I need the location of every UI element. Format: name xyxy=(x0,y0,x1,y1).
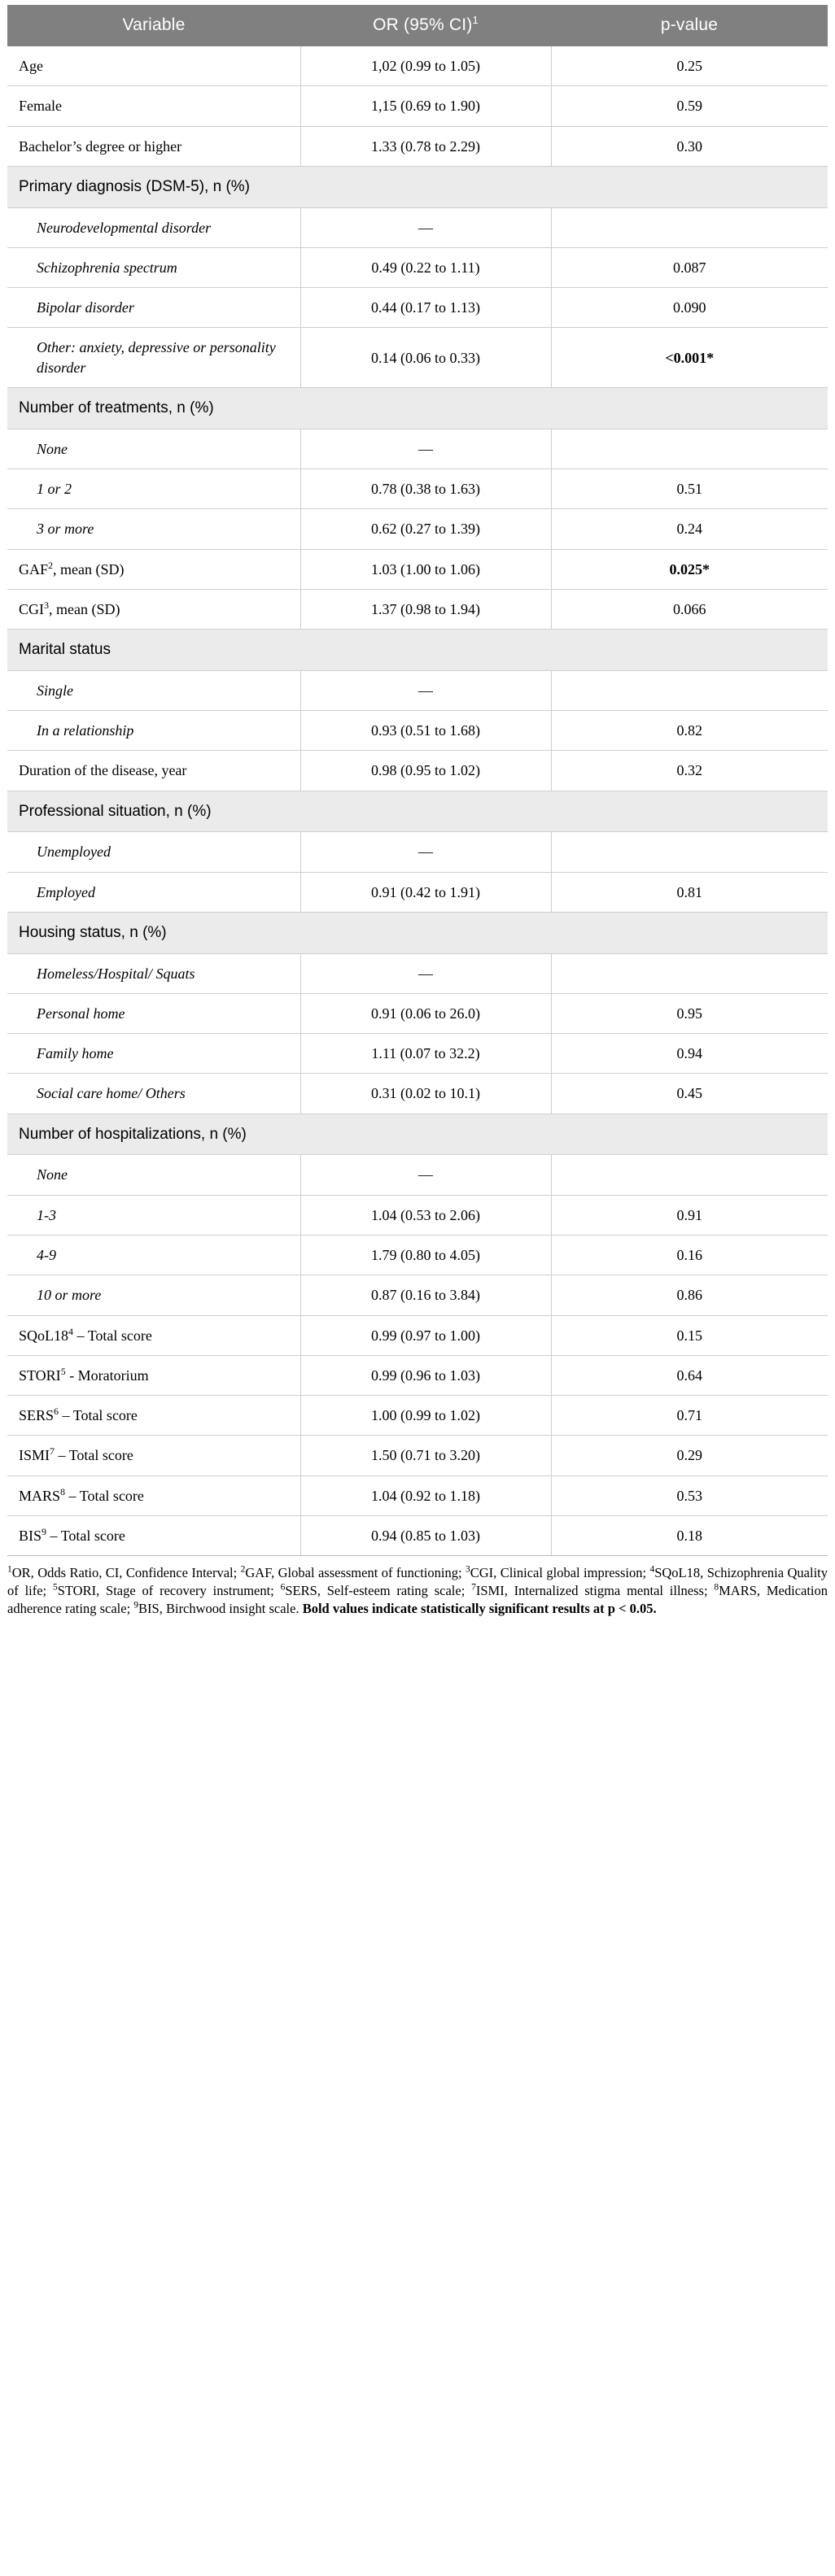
row-variable-label xyxy=(7,1074,300,1114)
row-variable-text: Homeless/Hospital/ Squats xyxy=(37,965,195,982)
row-p-value: 0.71 xyxy=(551,1396,828,1436)
row-odds-ratio: 0.78 (0.38 to 1.63) xyxy=(300,469,551,508)
row-variable-superscript: 5 xyxy=(60,1365,66,1377)
row-odds-ratio: 1.03 (1.00 to 1.06) xyxy=(300,549,551,589)
row-variable-text: Schizophrenia spectrum xyxy=(37,259,177,276)
table-section-row xyxy=(7,166,828,207)
table-section-label: Professional situation, n (%) xyxy=(7,791,828,832)
row-variable-text: Duration of the disease, year xyxy=(19,762,187,779)
row-variable-text: Bipolar disorder xyxy=(37,299,134,316)
row-p-value xyxy=(551,207,828,247)
row-variable-text: In a relationship xyxy=(37,722,134,739)
column-header-pvalue-label: p-value xyxy=(660,15,719,34)
table-row xyxy=(7,751,828,791)
table-section-label: Number of treatments, n (%) xyxy=(7,388,828,429)
row-variable-text: SQoL18 xyxy=(19,1327,69,1344)
row-p-value: 0.25 xyxy=(551,46,828,86)
row-variable-text: 1-3 xyxy=(37,1206,56,1223)
row-variable-label xyxy=(7,207,300,247)
table-row xyxy=(7,1195,828,1235)
row-p-value: 0.81 xyxy=(551,872,828,912)
table-row xyxy=(7,288,828,328)
table-row xyxy=(7,1074,828,1114)
row-variable-text: STORI xyxy=(19,1366,61,1384)
row-p-value: <0.001* xyxy=(551,328,828,388)
row-odds-ratio: 0.62 (0.27 to 1.39) xyxy=(300,509,551,549)
row-variable-text: Female xyxy=(19,98,62,115)
row-variable-label xyxy=(7,953,300,993)
row-variable-text: 4-9 xyxy=(37,1246,56,1263)
row-odds-ratio: 1,02 (0.99 to 1.05) xyxy=(300,46,551,86)
row-odds-ratio: 0.91 (0.42 to 1.91) xyxy=(300,872,551,912)
row-variable-text: Bachelor’s degree or higher xyxy=(19,137,182,155)
row-variable-text: Single xyxy=(37,682,73,699)
row-odds-ratio: 0.31 (0.02 to 10.1) xyxy=(300,1074,551,1114)
row-variable-label xyxy=(7,1436,300,1475)
row-odds-ratio: 0.49 (0.22 to 1.11) xyxy=(300,247,551,287)
row-variable-label xyxy=(7,1355,300,1395)
results-table xyxy=(7,5,828,1556)
row-variable-label xyxy=(7,832,300,872)
row-variable-text: SERS xyxy=(19,1407,55,1424)
row-odds-ratio: 0.91 (0.06 to 26.0) xyxy=(300,993,551,1033)
row-odds-ratio: 1,15 (0.69 to 1.90) xyxy=(300,86,551,126)
row-variable-superscript: 8 xyxy=(60,1485,66,1497)
table-section-row xyxy=(7,1114,828,1155)
row-variable-text: Personal home xyxy=(37,1005,125,1022)
footnote-marker: 4 xyxy=(649,1564,655,1575)
row-p-value: 0.82 xyxy=(551,711,828,751)
row-p-value: 0.45 xyxy=(551,1074,828,1114)
footnote-marker: 1 xyxy=(7,1564,12,1575)
row-variable-label xyxy=(7,1275,300,1315)
row-variable-label xyxy=(7,1235,300,1275)
table-row xyxy=(7,1355,828,1395)
row-odds-ratio: 0.87 (0.16 to 3.84) xyxy=(300,1275,551,1315)
table-row xyxy=(7,46,828,86)
row-odds-ratio: 0.44 (0.17 to 1.13) xyxy=(300,288,551,328)
row-variable-text: Unemployed xyxy=(37,843,111,861)
row-p-value: 0.94 xyxy=(551,1034,828,1074)
table-row xyxy=(7,1315,828,1355)
footnote-text: BIS, Birchwood insight scale. xyxy=(138,1600,303,1616)
row-odds-ratio: 1.79 (0.80 to 4.05) xyxy=(300,1235,551,1275)
row-variable-text: Employed xyxy=(37,883,95,900)
footnote-marker: 7 xyxy=(471,1582,476,1593)
row-p-value: 0.29 xyxy=(551,1436,828,1475)
footnote-text: MARS, Medication adherence rating scale; xyxy=(7,1583,828,1616)
footnote-text: OR, Odds Ratio, CI, Confidence Interval; xyxy=(11,1565,241,1581)
table-header-row xyxy=(7,5,828,46)
row-variable-text: Social care home/ Others xyxy=(37,1085,186,1102)
footnote-marker: 9 xyxy=(133,1600,139,1611)
row-variable-label xyxy=(7,751,300,791)
footnote-text: SERS, Self-esteem rating scale; xyxy=(285,1583,472,1599)
table-row xyxy=(7,469,828,508)
row-variable-superscript: 3 xyxy=(44,599,49,611)
row-variable-label xyxy=(7,86,300,126)
footnote-text: STORI, Stage of recovery instrument; xyxy=(57,1583,281,1599)
table-row xyxy=(7,429,828,469)
row-variable-text: Other: anxiety, depressive or personality disorder xyxy=(37,339,276,376)
row-variable-label xyxy=(7,328,300,388)
row-variable-label xyxy=(7,711,300,751)
row-variable-label xyxy=(7,429,300,469)
table-row xyxy=(7,670,828,710)
row-variable-tail: – Total score xyxy=(59,1407,138,1424)
row-p-value: 0.91 xyxy=(551,1195,828,1235)
row-variable-text: 3 or more xyxy=(37,521,94,538)
footnote-marker: 3 xyxy=(465,1564,470,1575)
table-header xyxy=(7,5,828,46)
table-footnote xyxy=(7,1564,828,1617)
table-row xyxy=(7,1475,828,1515)
row-p-value: 0.025* xyxy=(551,549,828,589)
row-odds-ratio: 1.04 (0.53 to 2.06) xyxy=(300,1195,551,1235)
row-odds-ratio: — xyxy=(300,953,551,993)
row-odds-ratio: 0.93 (0.51 to 1.68) xyxy=(300,711,551,751)
row-odds-ratio: 0.14 (0.06 to 0.33) xyxy=(300,328,551,388)
row-p-value xyxy=(551,953,828,993)
footnote-text: CGI, Clinical global impression; xyxy=(470,1565,650,1581)
row-variable-label xyxy=(7,1315,300,1355)
row-variable-label xyxy=(7,993,300,1033)
row-p-value xyxy=(551,429,828,469)
table-row xyxy=(7,1396,828,1436)
row-odds-ratio: 1.50 (0.71 to 3.20) xyxy=(300,1436,551,1475)
table-section-row xyxy=(7,388,828,429)
row-p-value: 0.51 xyxy=(551,469,828,508)
row-variable-text: ISMI xyxy=(19,1447,50,1464)
table-section-label: Primary diagnosis (DSM-5), n (%) xyxy=(7,166,828,207)
row-odds-ratio: 0.99 (0.96 to 1.03) xyxy=(300,1355,551,1395)
footnote-text: ISMI, Internalized stigma mental illness; xyxy=(475,1583,715,1599)
row-variable-text: CGI xyxy=(19,600,44,617)
table-row xyxy=(7,328,828,388)
table-row xyxy=(7,207,828,247)
table-row xyxy=(7,589,828,629)
row-p-value: 0.86 xyxy=(551,1275,828,1315)
row-variable-tail: – Total score xyxy=(65,1487,144,1504)
row-variable-tail: - Moratorium xyxy=(65,1366,149,1384)
row-p-value xyxy=(551,832,828,872)
row-odds-ratio: — xyxy=(300,207,551,247)
row-variable-label xyxy=(7,509,300,549)
row-variable-label xyxy=(7,1516,300,1556)
row-variable-text: GAF xyxy=(19,560,49,578)
footnote-marker: 2 xyxy=(240,1564,246,1575)
table-row xyxy=(7,711,828,751)
footnote-marker: 6 xyxy=(280,1582,286,1593)
row-variable-text: 10 or more xyxy=(37,1287,102,1304)
column-header-or-label: OR (95% CI) xyxy=(373,15,473,34)
row-p-value xyxy=(551,1155,828,1195)
footnote-bold-note: Bold values indicate statistically significant results at p < 0.05. xyxy=(302,1600,657,1616)
row-odds-ratio: 0.99 (0.97 to 1.00) xyxy=(300,1315,551,1355)
column-header-variable xyxy=(7,5,300,46)
row-p-value: 0.30 xyxy=(551,126,828,166)
table-row xyxy=(7,832,828,872)
table-row xyxy=(7,1034,828,1074)
row-odds-ratio: — xyxy=(300,429,551,469)
table-section-label: Marital status xyxy=(7,630,828,671)
row-variable-label xyxy=(7,1396,300,1436)
table-row xyxy=(7,1235,828,1275)
row-variable-tail: – Total score xyxy=(46,1528,125,1545)
row-variable-tail: – Total score xyxy=(55,1447,133,1464)
table-row xyxy=(7,993,828,1033)
row-variable-label xyxy=(7,872,300,912)
footnote-marker: 8 xyxy=(714,1582,719,1593)
column-header-or-sup: 1 xyxy=(472,14,479,26)
row-variable-text: None xyxy=(37,440,68,457)
row-variable-text: Family home xyxy=(37,1045,114,1062)
row-p-value: 0.59 xyxy=(551,86,828,126)
row-variable-text: Age xyxy=(19,58,43,74)
row-odds-ratio: 1.33 (0.78 to 2.29) xyxy=(300,126,551,166)
row-p-value: 0.18 xyxy=(551,1516,828,1556)
table-section-row xyxy=(7,630,828,671)
table-row xyxy=(7,509,828,549)
row-variable-text: Neurodevelopmental disorder xyxy=(37,219,212,236)
column-header-or xyxy=(300,5,551,46)
footnote-marker: 5 xyxy=(52,1582,58,1593)
row-variable-superscript: 7 xyxy=(50,1445,55,1458)
row-odds-ratio: — xyxy=(300,1155,551,1195)
table-row xyxy=(7,1436,828,1475)
row-odds-ratio: 1.00 (0.99 to 1.02) xyxy=(300,1396,551,1436)
row-p-value: 0.24 xyxy=(551,509,828,549)
row-variable-label xyxy=(7,549,300,589)
row-variable-label xyxy=(7,247,300,287)
row-variable-label xyxy=(7,126,300,166)
row-odds-ratio: — xyxy=(300,670,551,710)
row-variable-text: MARS xyxy=(19,1487,61,1504)
row-variable-label xyxy=(7,1034,300,1074)
row-p-value: 0.087 xyxy=(551,247,828,287)
row-variable-tail: – Total score xyxy=(73,1327,152,1344)
row-p-value: 0.15 xyxy=(551,1315,828,1355)
row-odds-ratio: 1.04 (0.92 to 1.18) xyxy=(300,1475,551,1515)
table-row xyxy=(7,953,828,993)
table-row xyxy=(7,86,828,126)
row-variable-superscript: 4 xyxy=(68,1325,74,1337)
row-variable-label xyxy=(7,670,300,710)
row-variable-label xyxy=(7,1155,300,1195)
row-p-value: 0.090 xyxy=(551,288,828,328)
table-row xyxy=(7,1155,828,1195)
column-header-pvalue xyxy=(551,5,828,46)
table-section-label: Number of hospitalizations, n (%) xyxy=(7,1114,828,1155)
table-row xyxy=(7,126,828,166)
row-odds-ratio: — xyxy=(300,832,551,872)
table-row xyxy=(7,872,828,912)
row-variable-label xyxy=(7,1475,300,1515)
row-variable-tail: , mean (SD) xyxy=(53,560,125,578)
table-row xyxy=(7,247,828,287)
row-variable-superscript: 2 xyxy=(48,559,54,571)
row-variable-superscript: 6 xyxy=(54,1406,59,1418)
row-variable-label xyxy=(7,46,300,86)
row-variable-tail: , mean (SD) xyxy=(49,600,120,617)
row-variable-label xyxy=(7,589,300,629)
row-variable-text: None xyxy=(37,1166,68,1183)
table-row xyxy=(7,1275,828,1315)
row-odds-ratio: 0.98 (0.95 to 1.02) xyxy=(300,751,551,791)
footnote-text: SQoL18, Schizophrenia Quality of life; xyxy=(7,1565,828,1599)
row-p-value: 0.16 xyxy=(551,1235,828,1275)
table-body xyxy=(7,46,828,1556)
row-variable-text: 1 or 2 xyxy=(37,480,72,497)
table-section-label: Housing status, n (%) xyxy=(7,912,828,953)
row-p-value: 0.066 xyxy=(551,589,828,629)
column-header-variable-label: Variable xyxy=(122,15,186,34)
row-p-value: 0.95 xyxy=(551,993,828,1033)
document-page xyxy=(0,5,835,1618)
row-p-value: 0.32 xyxy=(551,751,828,791)
row-p-value: 0.64 xyxy=(551,1355,828,1395)
row-variable-label xyxy=(7,1195,300,1235)
footnote-text: GAF, Global assessment of functioning; xyxy=(245,1565,466,1581)
table-row xyxy=(7,549,828,589)
row-p-value: 0.53 xyxy=(551,1475,828,1515)
row-odds-ratio: 1.11 (0.07 to 32.2) xyxy=(300,1034,551,1074)
row-p-value xyxy=(551,670,828,710)
table-row xyxy=(7,1516,828,1556)
row-odds-ratio: 1.37 (0.98 to 1.94) xyxy=(300,589,551,629)
row-variable-superscript: 9 xyxy=(42,1526,47,1538)
row-variable-label xyxy=(7,469,300,508)
row-odds-ratio: 0.94 (0.85 to 1.03) xyxy=(300,1516,551,1556)
table-section-row xyxy=(7,912,828,953)
row-variable-text: BIS xyxy=(19,1528,42,1545)
table-section-row xyxy=(7,791,828,832)
row-variable-label xyxy=(7,288,300,328)
